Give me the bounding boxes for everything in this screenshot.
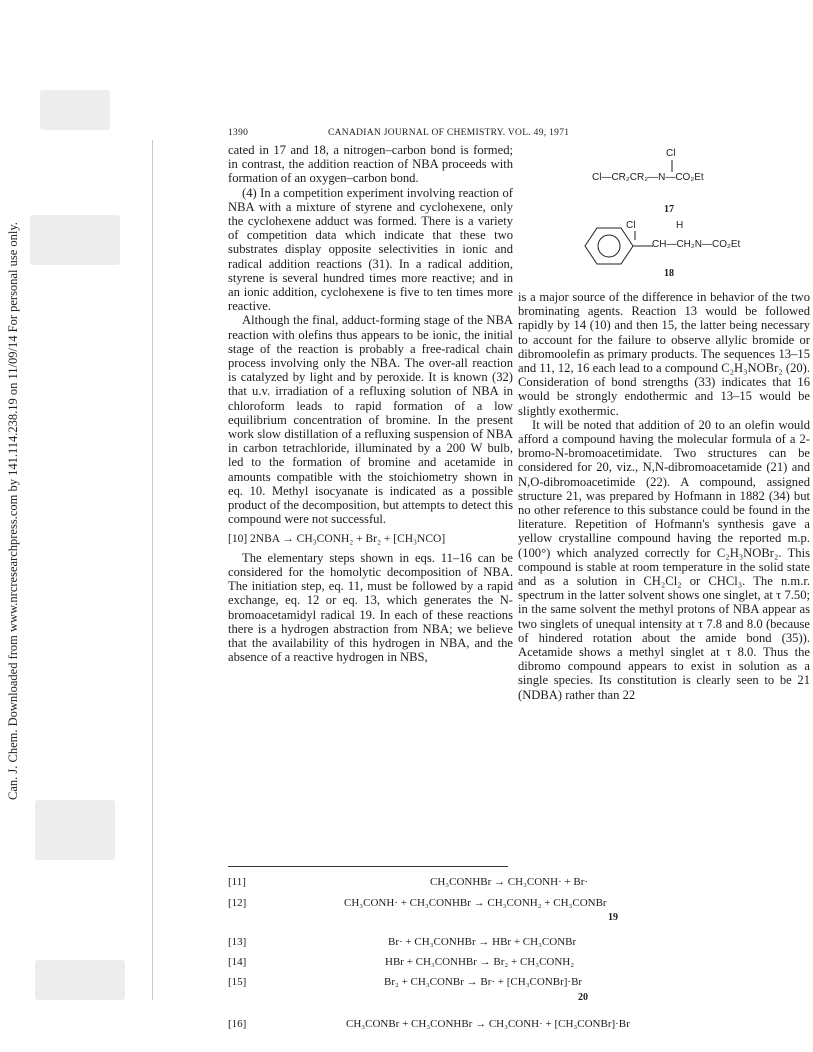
equation-text: HBr + CH₃CONHBr → Br₂ + CH₃CONH₂	[385, 956, 575, 968]
paragraph: The elementary steps shown in eqs. 11–16 can be considered for the homolytic decomposition of NBA. The initiation step, eq. 11, must be followed by a rapid exchange, eq. 12 or eq. 13, which generates the N-bromoacetamidyl radical 19. In each of these reactions there is a hydrogen abstraction from NBA; we believe that the availability of this hydrogen in NBA, and the absence of a reactive hydrogen in NBS,	[228, 550, 513, 665]
left-column	[228, 143, 513, 664]
structure-18-cl: Cl	[626, 220, 636, 231]
paragraph: cated in 17 and 18, a nitrogen–carbon bond is formed; in contrast, the addition reaction of NBA proceeds with formation of an oxygen–carbon bond.	[228, 143, 513, 186]
scan-artifact	[35, 960, 125, 1000]
equation-number: [16]	[228, 1018, 247, 1030]
paragraph: Although the final, adduct-forming stage of the NBA reaction with olefins thus appears to be ionic, the initial stage of the reaction is probably a free-radical chain process involving only the NBA. The over-all reaction is catalyzed by light and by peroxide. It is known (32) that u.v. irradiation of a refluxing solution of NBA in chloroform leads to rapid formation of a low equilibrium concentration of bromine. In the present work slow distillation of a refluxing suspension of NBA in carbon tetrachloride, illuminated by a 200 W bulb, led to the formation of bromine and acetamide in amounts compatible with the stoichiometry shown in eq. 10. Methyl isocyanate is indicated as a possible product of the decomposition, but attempts to detect this compound were not successful.	[228, 313, 513, 527]
column-rule	[228, 866, 508, 867]
equation-number: [13]	[228, 936, 247, 948]
benzene-ring-icon	[575, 226, 655, 266]
equation-text: Br₂ + CH₃CONBr → Br· + [CH₃CONBr]·Br	[384, 976, 583, 988]
equation-number: [14]	[228, 956, 247, 968]
equation-text: CH₃CONHBr → CH₃CONH· + Br·	[430, 876, 589, 888]
paragraph: It will be noted that addition of 20 to an olefin would afford a compound having the molecular formula of a 2-bromo-N-bromoacetimidate. Two structures can be considered for 20, viz., N,N-dibromoacetamide (21) and N,O-dibromoacetimide (22). A compound, assigned structure 21, was prepared by Hofmann in 1882 (34) but no other reference to this substance could be found in the literature. Repetition of Hofmann's synthesis gave a yellow crystalline compound having the reported m.p. (100°) which analyzed correctly for C₂H₃NOBr₂. This compound is stable at room temperature in the solid state and as a solution in CH₂Cl₂ or CHCl₃. The n.m.r. spectrum in the latter solvent shows one singlet, at τ 7.50; in the same solvent the methyl protons of NBA appear as two singlets of unequal intensity at τ 7.8 and 8.0 (because of hindered rotation about the amide bond (35)). Acetamide shows a methyl singlet at τ 8.0. Thus the dibromo compound appears to exist in solution as a single species. Its constitution is clearly seen to be 21 (NDBA) rather than 22	[518, 417, 810, 702]
paragraph: (4) In a competition experiment involving reaction of NBA with a mixture of styrene and cyclohexene, only the cyclohexene adduct was formed. There is a variety of competition data which indicate that these two substrates display opposite selectivities in ionic and radical addition reactions (31). In a radical addition, styrene is several hundred times more reactive; and in an ionic addition, cyclohexene is five to ten times more reactive.	[228, 185, 513, 314]
scan-artifact	[30, 215, 120, 265]
structure-17-label: 17	[664, 204, 674, 215]
structure-18-label: 18	[664, 268, 674, 279]
journal-title: CANADIAN JOURNAL OF CHEMISTRY. VOL. 49, 1971	[328, 128, 570, 138]
page-number: 1390	[228, 128, 249, 138]
compound-label: 20	[578, 992, 588, 1003]
equation-text: Br· + CH₃CONHBr → HBr + CH₃CONBr	[388, 936, 577, 948]
equation-text: CH₃CONH· + CH₃CONHBr → CH₃CONH₂ + CH₃CONBr	[344, 897, 607, 909]
structure-17-formula: Cl—CR₂CR₂—N—CO₂Et	[592, 172, 704, 183]
structure-18-formula: CH—CH₂N—CO₂Et	[652, 239, 741, 250]
structure-17-cl: Cl	[666, 148, 676, 159]
compound-label: 19	[608, 912, 618, 923]
equation-text: CH₃CONBr + CH₃CONHBr → CH₃CONH· + [CH₃CONBr]·Br	[346, 1018, 630, 1030]
equation-number: [12]	[228, 897, 247, 909]
structure-18-h: H	[676, 220, 684, 231]
structure-17-bond	[670, 160, 674, 172]
scan-artifact	[40, 90, 110, 130]
equation-number: [11]	[228, 876, 246, 888]
download-notice-text: Can. J. Chem. Downloaded from www.nrcresearchpress.com by 141.114.238.19 on 11/09/14 For personal use only.	[6, 222, 20, 800]
download-notice	[6, 200, 26, 800]
equation-number: [15]	[228, 976, 247, 988]
right-column	[518, 290, 810, 702]
scan-artifact	[35, 800, 115, 860]
page-edge-line	[152, 140, 153, 1000]
equation-10: [10] 2NBA → CH₃CONH₂ + Br₂ + [CH₃NCO]	[228, 533, 446, 546]
paragraph: is a major source of the difference in behavior of the two brominating agents. Reaction 13 would be followed rapidly by 14 (10) and then 15, the latter being necessary to account for the failure to observe allylic bromide or dibromoolefin as primary products. The sequences 13–15 and 11, 12, 16 each lead to a compound C₂H₃NOBr₂ (20). Consideration of bond strengths (33) indicates that 16 would be strongly endothermic and 13–15 would be slightly exothermic.	[518, 290, 810, 418]
